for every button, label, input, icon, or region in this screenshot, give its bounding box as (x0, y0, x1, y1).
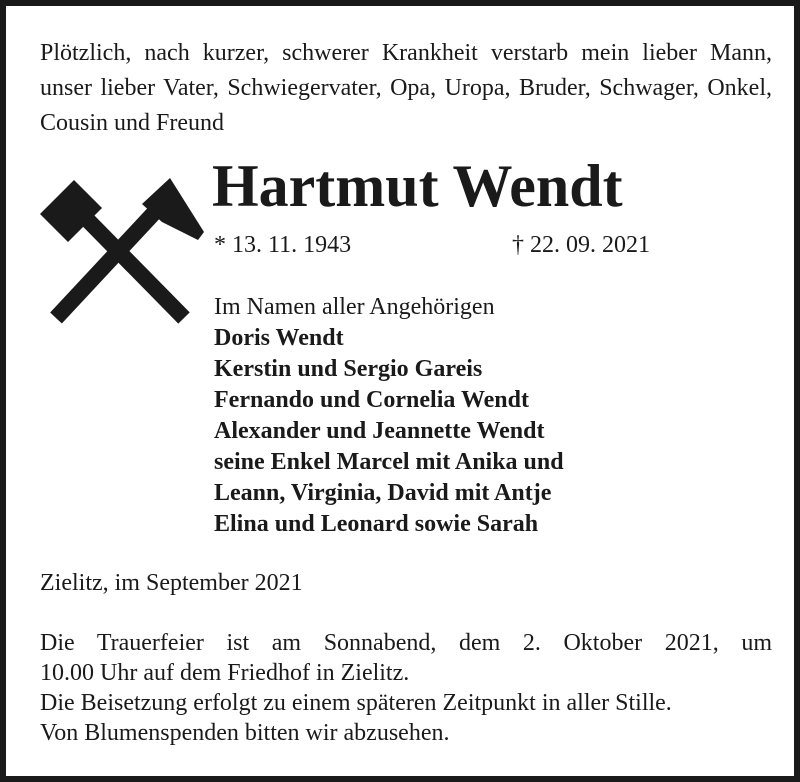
burial-line: Die Beisetzung erfolgt zu einem späteren Zeitpunkt in aller Stille. (40, 690, 672, 716)
flowers-line: Von Blumenspenden bitten wir abzusehen. (40, 720, 450, 746)
mourner-line: Fernando und Cornelia Wendt (214, 387, 529, 413)
intro-text: Plötzlich, nach kurzer, schwerer Krankheit verstarb mein lieber Mann, unser lieber Vater, Schwiegervater, Opa, Uropa, Bruder, Schwager, Onkel, Cousin und Freund (40, 40, 772, 136)
birth-date: * 13. 11. 1943 (214, 232, 352, 258)
mourner-line: Doris Wendt (214, 325, 344, 351)
mourner-line: Alexander und Jeannette Wendt (214, 418, 545, 444)
mourner-line: Elina und Leonard sowie Sarah (214, 511, 539, 537)
mourner-line: seine Enkel Marcel mit Anika und (214, 449, 564, 475)
ceremony-line: Die Trauerfeier ist am Sonnabend, dem 2. Oktober 2021, um (40, 630, 772, 656)
mourner-line: Kerstin und Sergio Gareis (214, 356, 483, 382)
deceased-name: Hartmut Wendt (212, 153, 623, 219)
mourners-lead: Im Namen aller Angehörigen (214, 294, 495, 320)
death-date: † 22. 09. 2021 (512, 232, 650, 258)
life-dates (214, 228, 684, 262)
crossed-hammers-icon (38, 178, 204, 324)
ceremony-line: 10.00 Uhr auf dem Friedhof in Zielitz. (40, 660, 410, 686)
mourners-block (214, 292, 564, 540)
place-date: Zielitz, im September 2021 (40, 570, 303, 596)
mourner-line: Leann, Virginia, David mit Antje (214, 480, 552, 506)
ceremony-info (40, 628, 772, 748)
